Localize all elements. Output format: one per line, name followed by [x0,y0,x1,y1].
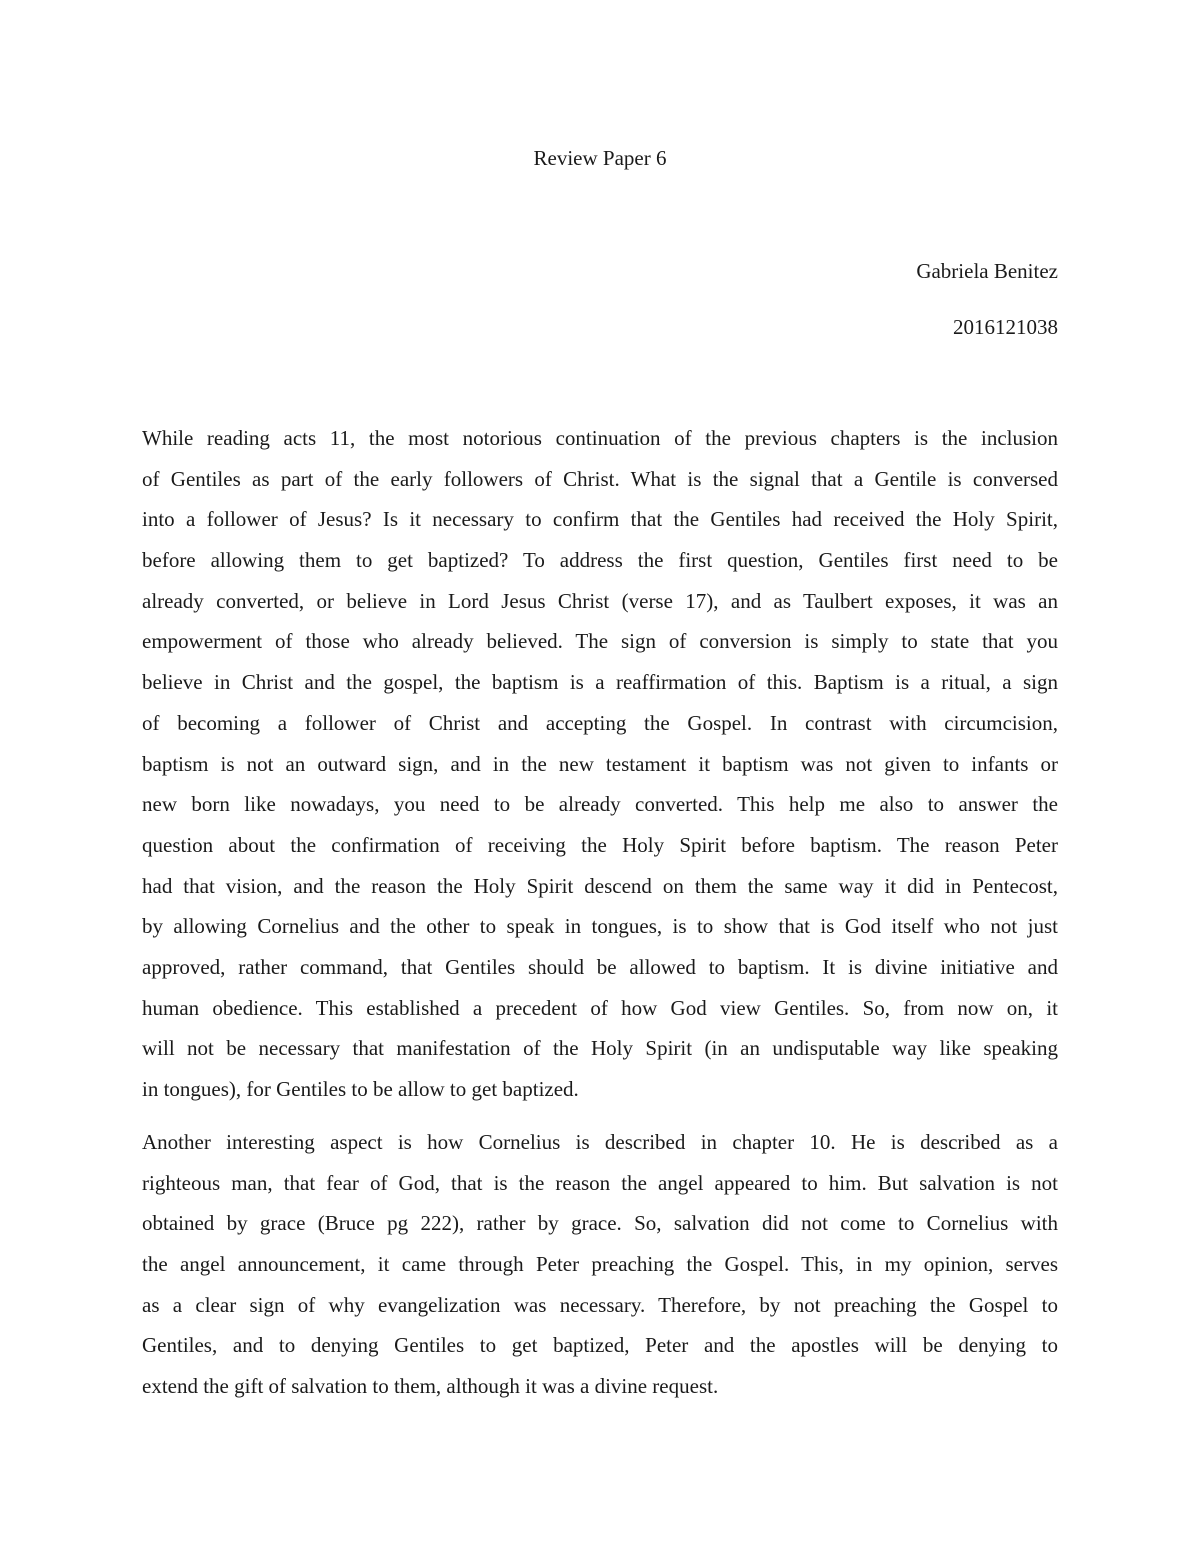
student-id: 2016121038 [953,315,1058,339]
text-line: obtained by grace (Bruce pg 222), rather by grace. So, salvation did not come to Cornelius with [142,1211,1058,1236]
text-line: Gentiles, and to denying Gentiles to get baptized, Peter and the apostles will be denying to [142,1333,1058,1358]
text-line: before allowing them to get baptized? To address the first question, Gentiles first need to be [142,548,1058,573]
text-line: in tongues), for Gentiles to be allow to get baptized. [142,1077,579,1101]
text-line: will not be necessary that manifestation of the Holy Spirit (in an undisputable way like speaking [142,1036,1058,1061]
text-line: new born like nowadays, you need to be already converted. This help me also to answer the [142,792,1058,817]
text-line: as a clear sign of why evangelization was necessary. Therefore, by not preaching the Gospel to [142,1292,1058,1317]
text-line: While reading acts 11, the most notorious continuation of the previous chapters is the inclusion [142,426,1058,450]
text-line: human obedience. This established a precedent of how God view Gentiles. So, from now on, it [142,995,1058,1020]
page-title: Review Paper 6 [533,146,667,170]
text-line: of Gentiles as part of the early followers of Christ. What is the signal that a Gentile is conversed [142,466,1058,491]
text-line: approved, rather command, that Gentiles should be allowed to baptism. It is divine initiative and [142,954,1058,979]
paragraph-1 [142,418,1058,1110]
text-line: into a follower of Jesus? Is it necessary to confirm that the Gentiles had received the Holy Spirit, [142,507,1058,532]
text-line: empowerment of those who already believed. The sign of conversion is simply to state that you [142,629,1058,654]
text-line: righteous man, that fear of God, that is the reason the angel appeared to him. But salvation is not [142,1170,1058,1195]
text-line: already converted, or believe in Lord Jesus Christ (verse 17), and as Taulbert exposes, it was an [142,588,1058,613]
text-line: question about the confirmation of receiving the Holy Spirit before baptism. The reason Peter [142,832,1058,857]
text-line: extend the gift of salvation to them, although it was a divine request. [142,1374,719,1399]
text-line: Another interesting aspect is how Cornelius is described in chapter 10. He is described as a [142,1130,1058,1154]
author-name: Gabriela Benitez [916,259,1058,283]
text-line: believe in Christ and the gospel, the baptism is a reaffirmation of this. Baptism is a ritual, a sign [142,670,1058,695]
text-line: of becoming a follower of Christ and accepting the Gospel. In contrast with circumcision, [142,710,1058,735]
text-line: baptism is not an outward sign, and in the new testament it baptism was not given to infants or [142,751,1058,776]
text-line: by allowing Cornelius and the other to speak in tongues, is to show that is God itself who not just [142,914,1058,939]
text-line: the angel announcement, it came through Peter preaching the Gospel. This, in my opinion, serves [142,1252,1058,1277]
paragraph-2 [142,1122,1058,1407]
text-line: had that vision, and the reason the Holy Spirit descend on them the same way it did in Pentecost, [142,873,1058,898]
